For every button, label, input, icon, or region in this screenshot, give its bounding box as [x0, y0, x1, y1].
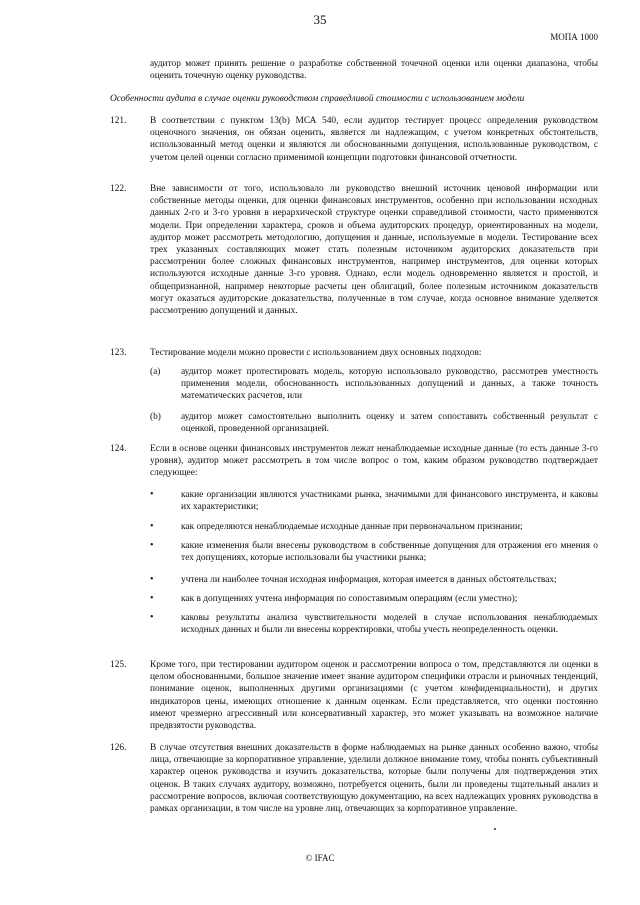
- subitem-label: (b): [150, 412, 161, 422]
- paragraph-text: Тестирование модели можно провести с использованием двух основных подходов:: [150, 348, 482, 358]
- paragraph-text: В случае отсутствия внешних доказательств в форме наблюдаемых на рынке данных особенно важно, чтобы лица, отвечающие за корпоративное управление, уделили должное внимание тому, чтобы понять субъективный характер оценок руководства и изучить доказательства, которые были получены для подтверждения этих оценок. В таких случаях аудитору, возможно, потребуется оценить, были ли проведены тщательный анализ и рассмотрение вопросов, включая соответствующую документацию, на всех надлежащих уровнях руководства в рамках организации, в том числе на уровне лиц, отвечающих за корпоративное управление.: [150, 743, 598, 815]
- bullet-icon: •: [150, 521, 154, 532]
- scan-dot: [494, 828, 496, 830]
- bullet-item: [150, 521, 598, 533]
- paragraph-number: 123.: [110, 348, 127, 358]
- subitem-b: [150, 411, 598, 435]
- subitem-text: аудитор может самостоятельно выполнить оценку и затем сопоставить собственный результат с оценкой, проведенной организацией.: [181, 412, 598, 435]
- paragraph-number: 124.: [110, 444, 127, 454]
- bullet-text: какие организации являются участниками рынка, значимыми для финансового инструмента, и каковы их характеристики;: [181, 490, 598, 513]
- intro-paragraph: аудитор может принять решение о разработке собственной точечной оценки или оценки диапазона, чтобы оценить точечную оценку руководства.: [150, 59, 598, 82]
- bullet-icon: •: [150, 489, 154, 500]
- bullet-text: учтена ли наиболее точная исходная информация, которая имеется в данных обстоятельствах;: [181, 575, 557, 585]
- subitem-label: (a): [150, 367, 161, 377]
- bullet-item: [150, 574, 598, 586]
- paragraph-text: В соответствии с пунктом 13(b) МСА 540, если аудитор тестирует процесс определения руководством оценочного значения, он обязан оценить, является ли надлежащим, с учетом конкретных обстоятельств, использованный метод оценки и являются ли обоснованными допущения, использованные руководством, с учетом целей оценки согласно применимой концепции подготовки финансовой отчетности.: [150, 116, 598, 163]
- bullet-icon: •: [150, 574, 154, 585]
- paragraph-124: [110, 443, 598, 480]
- bullet-text: как определяются ненаблюдаемые исходные данные при первоначальном признании;: [181, 522, 523, 532]
- paragraph-121: [110, 115, 598, 164]
- bullet-text: как в допущениях учтена информация по сопоставимым операциям (если уместно);: [181, 594, 518, 604]
- paragraph-number: 121.: [110, 116, 127, 126]
- paragraph-number: 122.: [110, 184, 127, 194]
- subitem-text: аудитор может протестировать модель, которую использовало руководство, рассмотрев уместность применения модели, обоснованность использованных допущений и данных, а также точность математических расчетов, или: [181, 367, 598, 402]
- bullet-icon: •: [150, 612, 154, 623]
- paragraph-122: [110, 183, 598, 317]
- section-heading: Особенности аудита в случае оценки руководством справедливой стоимости с использованием модели: [110, 94, 525, 104]
- bullet-text: какие изменения были внесены руководством в собственные допущения для отражения его мнения о тех допущениях, которые использовали бы участники рынка;: [181, 541, 598, 564]
- footer-copyright: © IFAC: [305, 853, 335, 863]
- subitem-a: [150, 366, 598, 403]
- paragraph-text: Если в основе оценки финансовых инструментов лежат ненаблюдаемые исходные данные (то есть данные 3-го уровня), аудитор может рассмотреть в том числе вопрос о том, каким образом руководство подтверждает следующее:: [150, 444, 598, 479]
- bullet-item: [150, 612, 598, 636]
- paragraph-125: [110, 659, 598, 732]
- paragraph-number: 125.: [110, 660, 127, 670]
- bullet-item: [150, 540, 598, 564]
- bullet-item: [150, 489, 598, 513]
- bullet-icon: •: [150, 593, 154, 604]
- paragraph-123: [110, 347, 598, 359]
- paragraph-126: [110, 742, 598, 815]
- paragraph-text: Вне зависимости от того, использовало ли руководство внешний источник ценовой информации или собственные методы оценки, для оценки финансовых инструментов, особенно при использовании исходных данных 2-го и 3-го уровня в иерархической структуре оценки справедливой стоимости, часто применяются модели. При определении характера, сроков и объема аудиторских процедур, ориентированных на модели, аудитор может рассмотреть методологию, допущения и данные, используемые в модели. Тестирование всех трех указанных составляющих может стать полезным источником аудиторских доказательств при рассмотрении более сложных финансовых инструментов, например инструментов, для оценки которых используются исходные данные 3-го уровня. Однако, если модель одновременно является и простой, и общепризнанной, например некоторые расчеты цен облигаций, более полезным источником доказательств могут оказаться аудиторские доказательства, полученные в том случае, когда основное внимание уделяется рассмотрению допущений и данных.: [150, 184, 598, 317]
- document-code: МОПА 1000: [550, 32, 598, 42]
- paragraph-number: 126.: [110, 743, 127, 753]
- bullet-icon: •: [150, 540, 154, 551]
- paragraph-text: Кроме того, при тестировании аудитором оценок и рассмотрении вопроса о том, представляются ли оценки в целом обоснованными, большое значение имеет знание аудитором специфики отрасли и рыночных тенденций, понимание оценок, выполненных другими организациями (с учетом конфиденциальности), и других индикаторов цены, имеющих отношение к данным оценкам. Если представляется, что оценки постоянно имеют чрезмерно агрессивный или консервативный характер, это может указывать на возможное наличие предвзятости руководства.: [150, 660, 598, 732]
- bullet-text: каковы результаты анализа чувствительности моделей в случае использования ненаблюдаемых исходных данных и были ли внесены корректировки, чтобы учесть неопределенность оценки.: [181, 613, 598, 636]
- bullet-item: [150, 593, 598, 605]
- page-number: 35: [313, 12, 327, 27]
